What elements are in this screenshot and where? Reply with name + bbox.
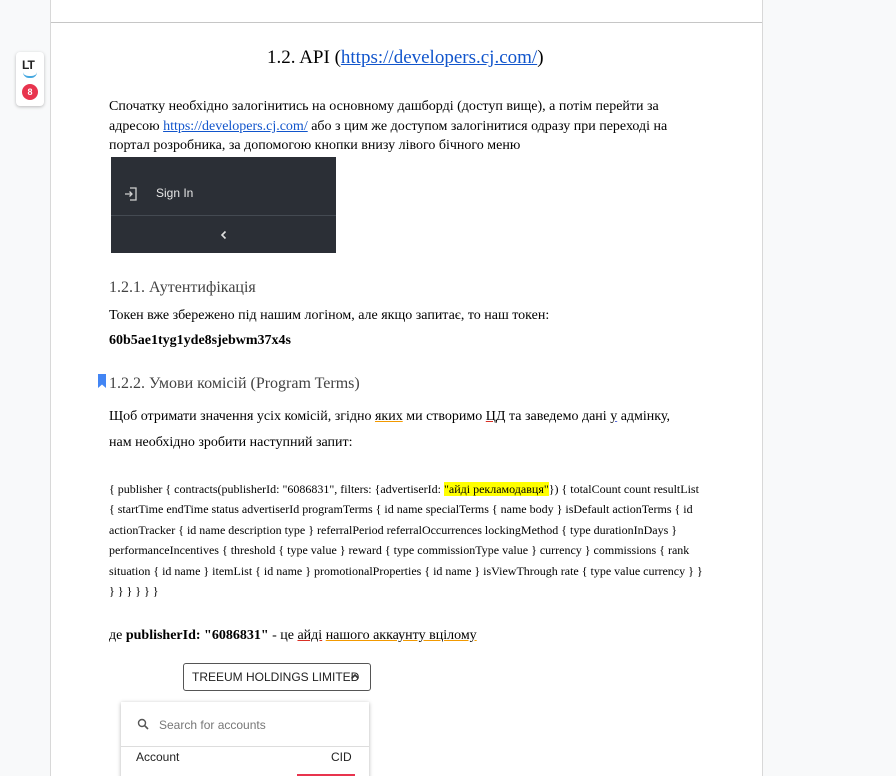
chevron-up-icon (350, 672, 360, 682)
page-break (51, 22, 762, 23)
token-value: 60b5ae1tyg1yde8sjebwm37x4s (109, 333, 291, 348)
languagetool-logo: LT (22, 58, 34, 72)
auth-text: Токен вже збережено під нашим логіном, але якщо запитає, то наш токен: (109, 308, 550, 323)
query-line-1: { publisher { contracts(publisherId: "6086831", filters: {advertiserId: "айді рекламодавця"}) { totalCount count resultList (109, 482, 699, 496)
account-selector-label: TREEUM HOLDINGS LIMITED (192, 670, 360, 684)
heading-auth: 1.2.1. Аутентифікація (109, 279, 256, 296)
languagetool-error-badge[interactable]: 8 (22, 84, 38, 100)
query-line-4: performanceIncentives { threshold { type value } reward { type commissionType value } currency } commissions { rank (109, 543, 690, 557)
account-dropdown-panel (121, 702, 369, 776)
signin-label: Sign In (156, 186, 194, 200)
intro-line-1: Спочатку необхідно залогінитись на основному дашборді (доступ вище), а потім перейти за (109, 99, 659, 114)
signin-screenshot (111, 157, 336, 253)
languagetool-wave-icon (23, 72, 37, 78)
column-header-cid: CID (331, 750, 352, 764)
heading-terms: 1.2.2. Умови комісій (Program Terms) (109, 375, 360, 392)
chevron-left-icon (219, 230, 229, 240)
developers-link[interactable]: https://developers.cj.com/ (163, 119, 308, 134)
highlight-advertiser-id: "айді рекламодавця" (444, 482, 549, 496)
query-line-5: situation { id name } itemList { id name } promotionalProperties { id name } isViewThrough rate { type value currency } } (109, 564, 703, 578)
search-placeholder: Search for accounts (159, 718, 266, 732)
query-line-2: { startTime endTime status advertiserId programTerms { id name specialTerms { name body } isDefault actionTerms { id (109, 502, 693, 516)
panel-divider (121, 746, 369, 747)
publisher-note: де publisherId: "6086831" - це айді нашого аккаунту вцілому (109, 628, 477, 643)
intro-line-2: адресою https://developers.cj.com/ або з цим же доступом залогінитися одразу при переході на (109, 119, 668, 134)
sign-in-icon (124, 187, 138, 201)
column-header-account: Account (136, 750, 180, 764)
account-selector-button (183, 663, 371, 691)
signin-divider (111, 215, 336, 216)
languagetool-widget[interactable] (16, 52, 44, 106)
terms-line-2: нам необхідно зробити наступний запит: (109, 435, 353, 450)
account-screenshot (111, 654, 381, 776)
intro-line-3: портал розробника, за допомогою кнопки внизу лівого бічного меню (109, 138, 521, 153)
heading-api: 1.2. API (https://developers.cj.com/) (267, 47, 544, 68)
api-link[interactable]: https://developers.cj.com/ (340, 47, 538, 68)
query-line-3: actionTracker { id name description type } referralPeriod referralOccurrences lockingMethod { type durationInDays } (109, 523, 678, 537)
terms-line-1: Щоб отримати значення усіх комісій, згідно яких ми створимо ЦД та заведемо дані у адмінку, (109, 409, 670, 424)
query-line-6: } } } } } } (109, 584, 159, 598)
search-icon (137, 718, 149, 730)
